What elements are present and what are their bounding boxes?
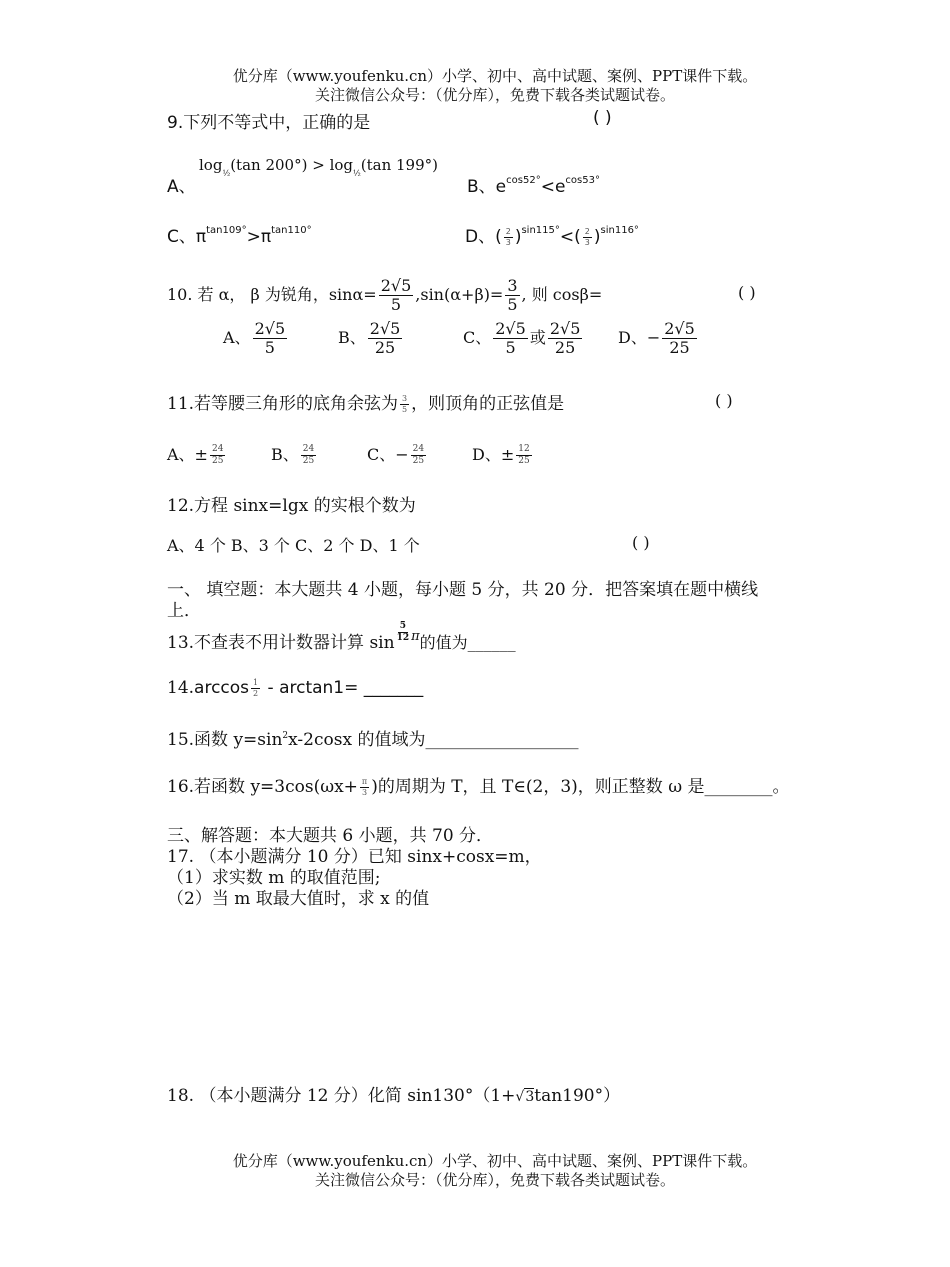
q10-c-num1: 2√5 <box>495 319 526 338</box>
q11-d-num: 12 <box>518 444 530 454</box>
q10-frac1-num: 2√5 <box>380 276 412 295</box>
q10-c-den1: 5 <box>505 338 516 357</box>
q9-b-exp2: cos53° <box>565 175 600 186</box>
q15-post: x-2cosx 的值域为__________________ <box>288 730 579 750</box>
q10-d-label: D、− <box>618 328 661 347</box>
q10-stem-pre: 10. 若 α， β 为锐角，sinα= <box>167 285 377 304</box>
q11-a-num: 24 <box>211 444 224 454</box>
q13-post: 的值为______ <box>419 633 516 652</box>
q15-sup: 2 <box>282 731 289 741</box>
q11-answer-paren: ( ) <box>715 391 733 410</box>
q10-c-den2: 25 <box>554 338 576 357</box>
q9-d-exp1: sin115° <box>521 225 560 236</box>
q10-stem-mid: ,sin(α+β)= <box>415 285 504 304</box>
q13-pre: 13.不查表不用计数器计算 sin <box>167 633 395 653</box>
q17-stem: 17. （本小题满分 10 分）已知 sinx+cosx=m， <box>167 847 542 867</box>
q17-part2: （2）当 m 取最大值时，求 x 的值 <box>167 889 430 909</box>
q11-option-a <box>167 442 227 466</box>
q13-pi: π <box>411 629 420 644</box>
q9-answer-paren: ( ) <box>593 108 612 128</box>
q15-pre: 15.函数 y=sin <box>167 730 283 750</box>
q11-stem-post: ，则顶角的正弦值是 <box>411 394 565 414</box>
q9-option-a-label: A、 <box>167 177 196 197</box>
q10-option-d <box>618 321 699 356</box>
q11-stem-pre: 11.若等腰三角形的底角余弦为 <box>167 394 399 414</box>
q17-part1: （1）求实数 m 的取值范围; <box>167 868 381 888</box>
q14-den: 2 <box>253 689 259 698</box>
q13 <box>167 621 516 653</box>
q13-num: 5 <box>399 621 406 631</box>
q10-answer-paren: ( ) <box>738 283 756 302</box>
q9-a-arg2: (tan 199°) <box>360 156 438 174</box>
q15 <box>167 725 578 750</box>
q9-d-num1: 2 <box>505 226 511 236</box>
q10-frac2-den: 5 <box>507 295 518 314</box>
q11-b-den: 25 <box>302 456 315 466</box>
q9-b-exp1: cos52° <box>506 175 541 186</box>
footer-line-2: 关注微信公众号：（优分库），免费下载各类试题试卷。 <box>314 1171 675 1189</box>
q9-c-gt: > <box>246 227 261 247</box>
q14 <box>167 678 423 698</box>
q9-option-a-expression <box>199 156 438 178</box>
q9-d-close1: ) <box>514 227 522 247</box>
q9-c-exp2: tan110° <box>271 225 312 236</box>
q10-c-or: 或 <box>529 328 546 347</box>
q10-b-num: 2√5 <box>369 319 401 338</box>
q12-stem: 12.方程 sinx=lgx 的实根个数为 <box>167 496 416 516</box>
log-base-1: ½ <box>222 169 231 178</box>
q9-option-d <box>465 222 639 247</box>
q12-answer-paren: ( ) <box>632 533 650 552</box>
q9-d-lt: < <box>559 227 575 247</box>
q10-option-b <box>338 321 404 356</box>
section2-heading-line2: 上． <box>167 601 201 621</box>
q9-option-c <box>167 222 312 247</box>
log-text-2: log <box>329 156 353 174</box>
q10-option-a <box>223 321 289 356</box>
q18-post: tan190°） <box>534 1086 621 1106</box>
q10-stem <box>167 278 602 313</box>
q9-c-exp1: tan109° <box>206 225 247 236</box>
q9-a-arg1: (tan 200°) > <box>230 156 325 174</box>
q9-d-den1: 3 <box>505 237 511 247</box>
sqrt-symbol-icon: √ <box>515 1089 525 1105</box>
q14-pre: 14. <box>167 678 195 698</box>
q18-radicand: 3 <box>525 1089 535 1105</box>
q10-d-den: 25 <box>669 338 690 357</box>
q9-c-pi2: π <box>260 227 272 247</box>
q9-b-label: B、 <box>467 177 496 197</box>
q10-a-num: 2√5 <box>254 319 286 338</box>
q16-post: )的周期为 T，且 T∈(2，3)，则正整数 ω 是________。 <box>371 777 790 797</box>
q9-b-lt: < <box>540 177 555 197</box>
header-line-1: 优分库（www.youfenku.cn）小学、初中、高中试题、案例、PPT课件下载。 <box>232 67 758 85</box>
section3-heading: 三、解答题：本大题共 6 小题，共 70 分． <box>167 826 494 846</box>
q10-stem-post: , 则 cosβ= <box>521 285 603 304</box>
header-line-2: 关注微信公众号：（优分库），免费下载各类试题试卷。 <box>314 86 675 104</box>
footer-line-1: 优分库（www.youfenku.cn）小学、初中、高中试题、案例、PPT课件下载。 <box>232 1152 758 1170</box>
q11-a-den: 25 <box>211 456 224 466</box>
q16-pre: 16.若函数 y=3cos(ωx+ <box>167 777 358 797</box>
q11-option-c <box>367 442 428 466</box>
q14-num: 1 <box>253 678 259 687</box>
q11-option-b <box>271 442 318 466</box>
q16 <box>167 772 789 797</box>
q9-d-open2: ( <box>574 227 581 247</box>
q9-option-b <box>467 172 600 197</box>
q10-a-den: 5 <box>264 338 275 357</box>
q11-b-label: B、 <box>271 445 299 464</box>
q11-c-den: 25 <box>412 456 425 466</box>
q11-a-label: A、± <box>167 445 208 464</box>
q9-d-den2: 3 <box>584 237 590 247</box>
q9-c-pi1: π <box>195 227 207 247</box>
section2-heading-line1: 一、 填空题：本大题共 4 小题，每小题 5 分，共 20 分．把答案填在题中横线 <box>167 580 759 600</box>
q11-frac-num: 3 <box>402 394 408 403</box>
q10-c-num2: 2√5 <box>549 319 581 338</box>
q9-d-open1: ( <box>495 227 502 247</box>
log-base-2: ½ <box>353 169 361 178</box>
q9-d-label: D、 <box>465 227 496 247</box>
q11-d-label: D、± <box>472 445 515 464</box>
q10-c-label: C、 <box>463 328 492 347</box>
q10-d-num: 2√5 <box>664 319 695 338</box>
q16-num: π <box>361 777 368 786</box>
q16-den: 3 <box>362 788 368 797</box>
q10-b-den: 25 <box>374 338 396 357</box>
q10-frac2-num: 3 <box>507 276 518 295</box>
q9-stem: 9.下列不等式中，正确的是 <box>167 113 371 133</box>
q14-arccos: arccos <box>194 678 250 698</box>
q11-option-d <box>472 442 534 466</box>
log-text: log <box>199 156 223 174</box>
q18-pre: 18. （本小题满分 12 分）化简 sin130°（1+ <box>167 1086 516 1106</box>
q9-d-num2: 2 <box>584 226 590 236</box>
q9-d-close2: ) <box>593 227 601 247</box>
q9-b-e2: e <box>554 177 566 197</box>
q13-den: 12 <box>396 633 410 643</box>
q9-b-e1: e <box>495 177 507 197</box>
q18-stem <box>167 1081 620 1106</box>
q11-b-num: 24 <box>302 444 315 454</box>
q10-option-c <box>463 321 584 356</box>
q9-d-exp2: sin116° <box>600 225 639 236</box>
q11-stem <box>167 389 564 414</box>
q9-c-label: C、 <box>167 227 196 247</box>
q10-b-label: B、 <box>338 328 366 347</box>
q11-c-label: C、− <box>367 445 409 464</box>
q10-frac1-den: 5 <box>390 295 402 314</box>
q14-post: - arctan1= _______ <box>262 678 424 698</box>
q12-options: A、4 个 B、3 个 C、2 个 D、1 个 <box>167 536 420 555</box>
q10-a-label: A、 <box>223 328 251 347</box>
q11-frac-den: 5 <box>402 405 408 414</box>
q11-d-den: 25 <box>518 456 530 466</box>
q11-c-num: 24 <box>412 444 425 454</box>
